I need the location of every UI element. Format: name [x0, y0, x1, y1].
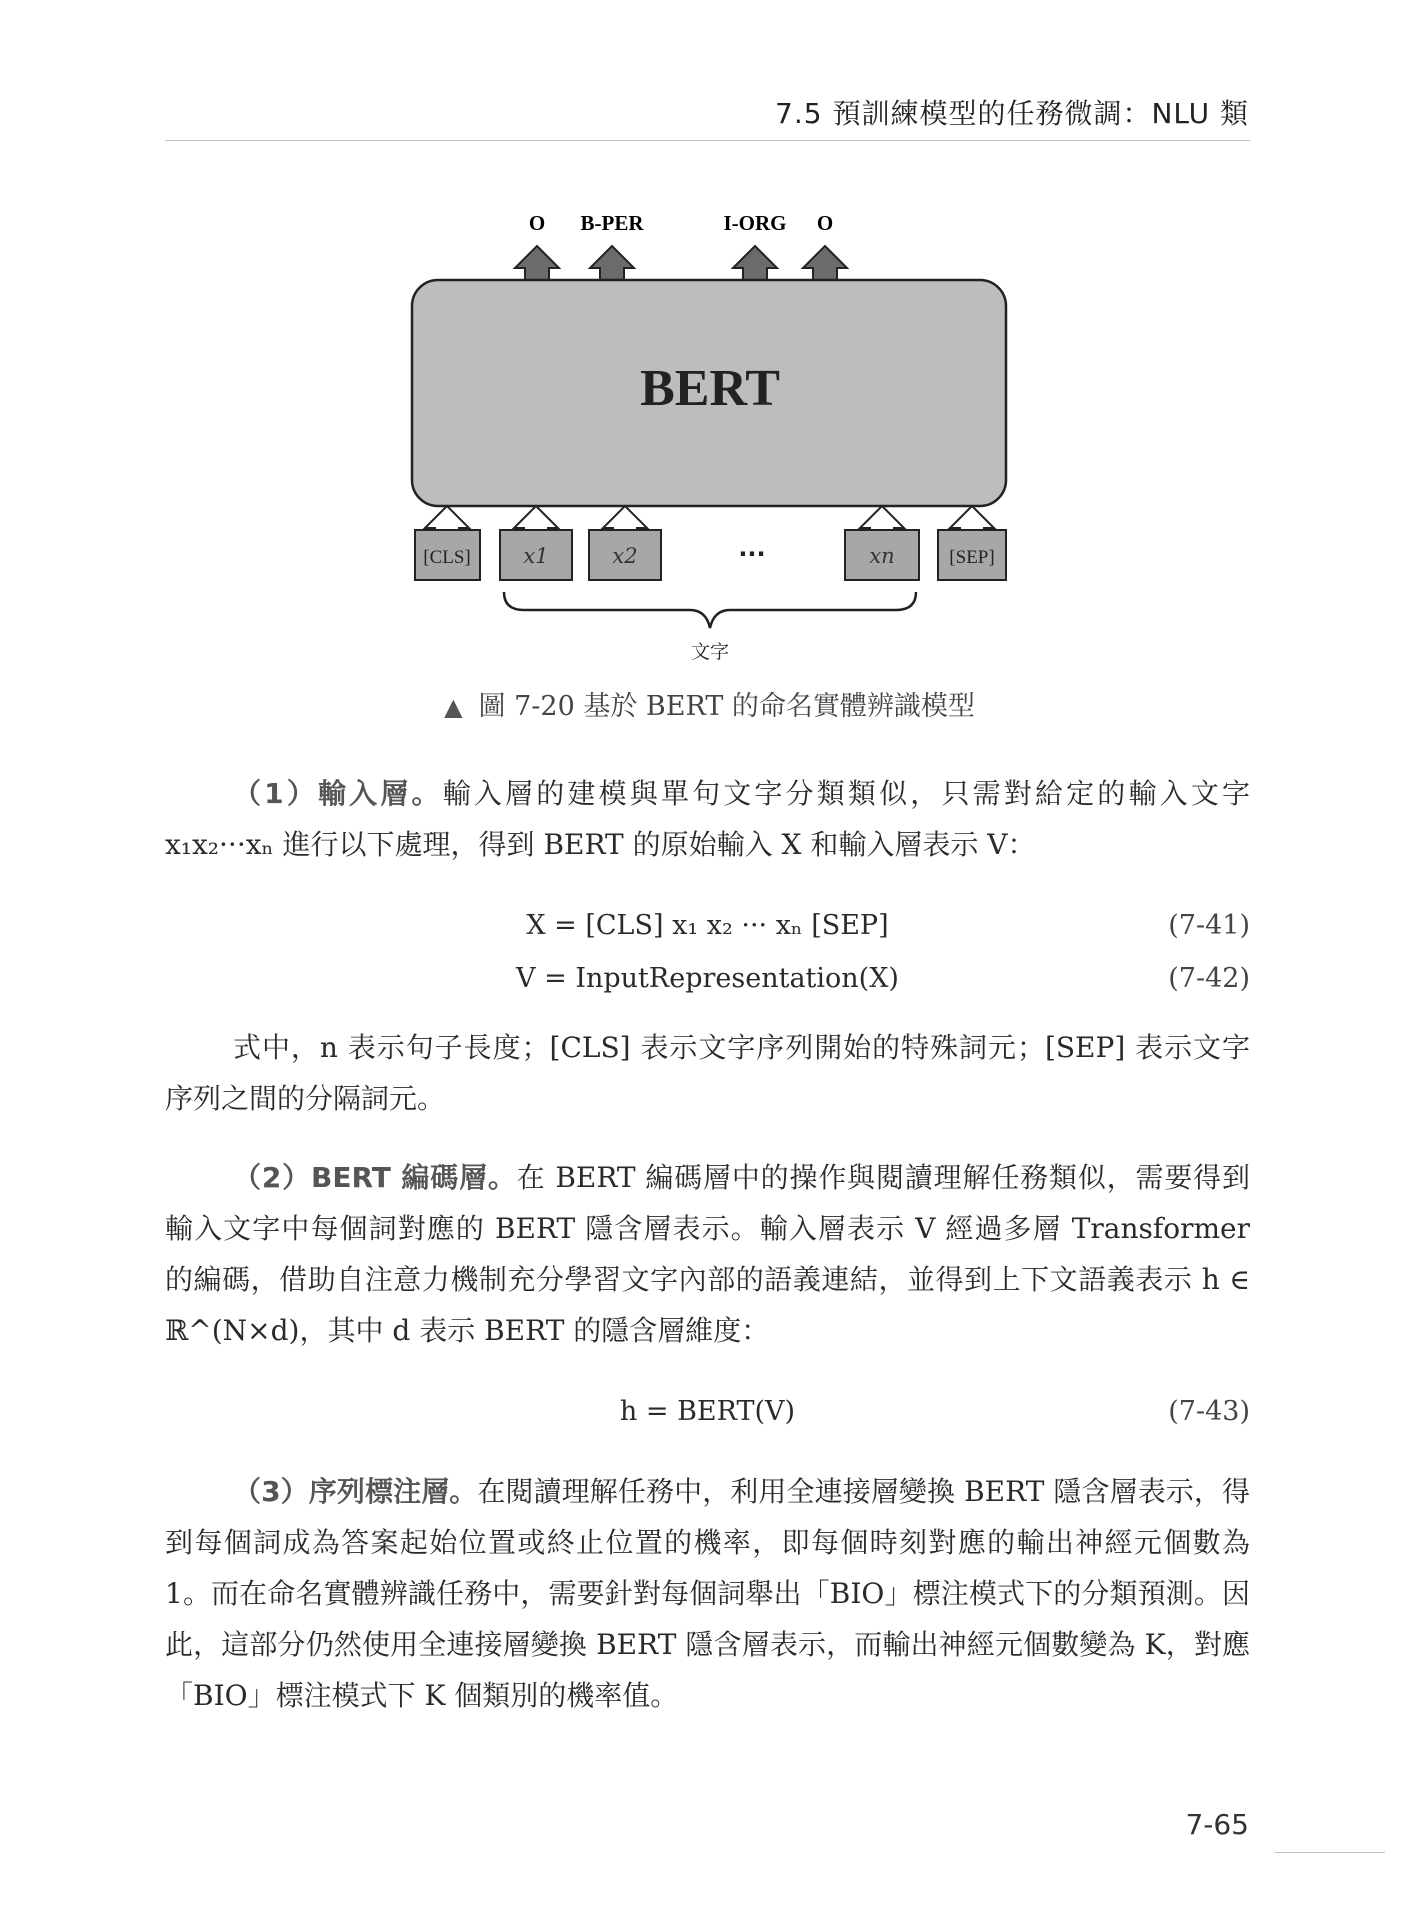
equation-expr-2: V = InputRepresentation(X): [516, 963, 899, 994]
equation-7-42: [165, 963, 1250, 1003]
equation-expr-1: X = [CLS] x₁ x₂ ··· xₙ [SEP]: [526, 910, 889, 941]
equation-7-43: [165, 1396, 1250, 1436]
equation-7-41: [165, 910, 1250, 950]
section-label-3: （3）序列標注層。: [233, 1475, 478, 1508]
output-arrow-3: [733, 246, 777, 282]
brace-label: 文字: [690, 641, 730, 660]
output-tag-1: O: [528, 211, 546, 235]
paragraph-sequence-labeling: [165, 1466, 1250, 1721]
paragraph-text-2: 在 BERT 編碼層中的操作與閱讀理解任務類似，需要得到輸入文字中每個詞對應的 BERT 隱含層表示。輸入層表示 V 經過多層 Transformer 的編碼，借助自注意力機制充分學習文字內部的語義連結，並得到上下文語義表示 h ∈ ℝ^(N×d)，其中 d 表示 BERT 的隱含層維度：: [165, 1161, 1250, 1347]
output-arrow-4: [803, 246, 847, 282]
output-tag-4: O: [816, 211, 834, 235]
equation-number-2: (7-42): [1168, 963, 1250, 994]
paragraph-text-1: 輸入層的建模與單句文字分類類似，只需對給定的輸入文字 x₁x₂···xₙ 進行以下處理，得到 BERT 的原始輸入 X 和輸入層表示 V：: [165, 777, 1250, 861]
caption-marker: ▲: [444, 693, 463, 721]
bert-label: BERT: [640, 360, 780, 417]
footer-rule: [1275, 1852, 1385, 1853]
paragraph-bert-encoder: [165, 1152, 1250, 1356]
equation-number-1: (7-41): [1168, 910, 1250, 941]
token-x1: x1: [523, 544, 549, 568]
header-rule: [165, 140, 1250, 141]
output-arrow-1: [515, 246, 559, 282]
page-number: 7-65: [1185, 1808, 1249, 1841]
token-xn: xn: [869, 544, 895, 568]
paragraph-input-layer: [165, 768, 1250, 870]
section-label-2: （2）BERT 編碼層。: [233, 1161, 517, 1194]
section-label-1: （1）輸入層。: [233, 777, 443, 810]
equation-number-3: (7-43): [1168, 1396, 1250, 1427]
input-brace: [504, 592, 916, 628]
output-tag-2: B-PER: [580, 211, 644, 235]
token-x2: x2: [612, 544, 638, 568]
paragraph-text-1b: 式中，n 表示句子長度；[CLS] 表示文字序列開始的特殊詞元；[SEP] 表示文字序列之間的分隔詞元。: [165, 1031, 1250, 1115]
equation-expr-3: h = BERT(V): [619, 1396, 796, 1427]
paragraph-text-3: 在閱讀理解任務中，利用全連接層變換 BERT 隱含層表示，得到每個詞成為答案起始位置或終止位置的機率，即每個時刻對應的輸出神經元個數為 1。而在命名實體辨識任務中，需要針對每個詞舉出「BIO」標注模式下的分類預測。因此，這部分仍然使用全連接層變換 BERT 隱含層表示，而輸出神經元個數變為 K，對應「BIO」標注模式下 K 個類別的機率值。: [165, 1475, 1250, 1712]
token-cls: [CLS]: [423, 547, 471, 568]
paragraph-notation: [165, 1022, 1250, 1124]
token-sep: [SEP]: [949, 547, 995, 568]
bert-ner-figure: [400, 200, 1020, 660]
figure-caption: [0, 684, 1419, 723]
token-ellipsis: ···: [738, 540, 766, 568]
caption-text: 圖 7-20 基於 BERT 的命名實體辨識模型: [478, 691, 975, 722]
running-header: 7.5 預訓練模型的任務微調：NLU 類: [775, 97, 1249, 130]
output-tag-3: I-ORG: [723, 211, 787, 235]
output-arrow-2: [590, 246, 634, 282]
